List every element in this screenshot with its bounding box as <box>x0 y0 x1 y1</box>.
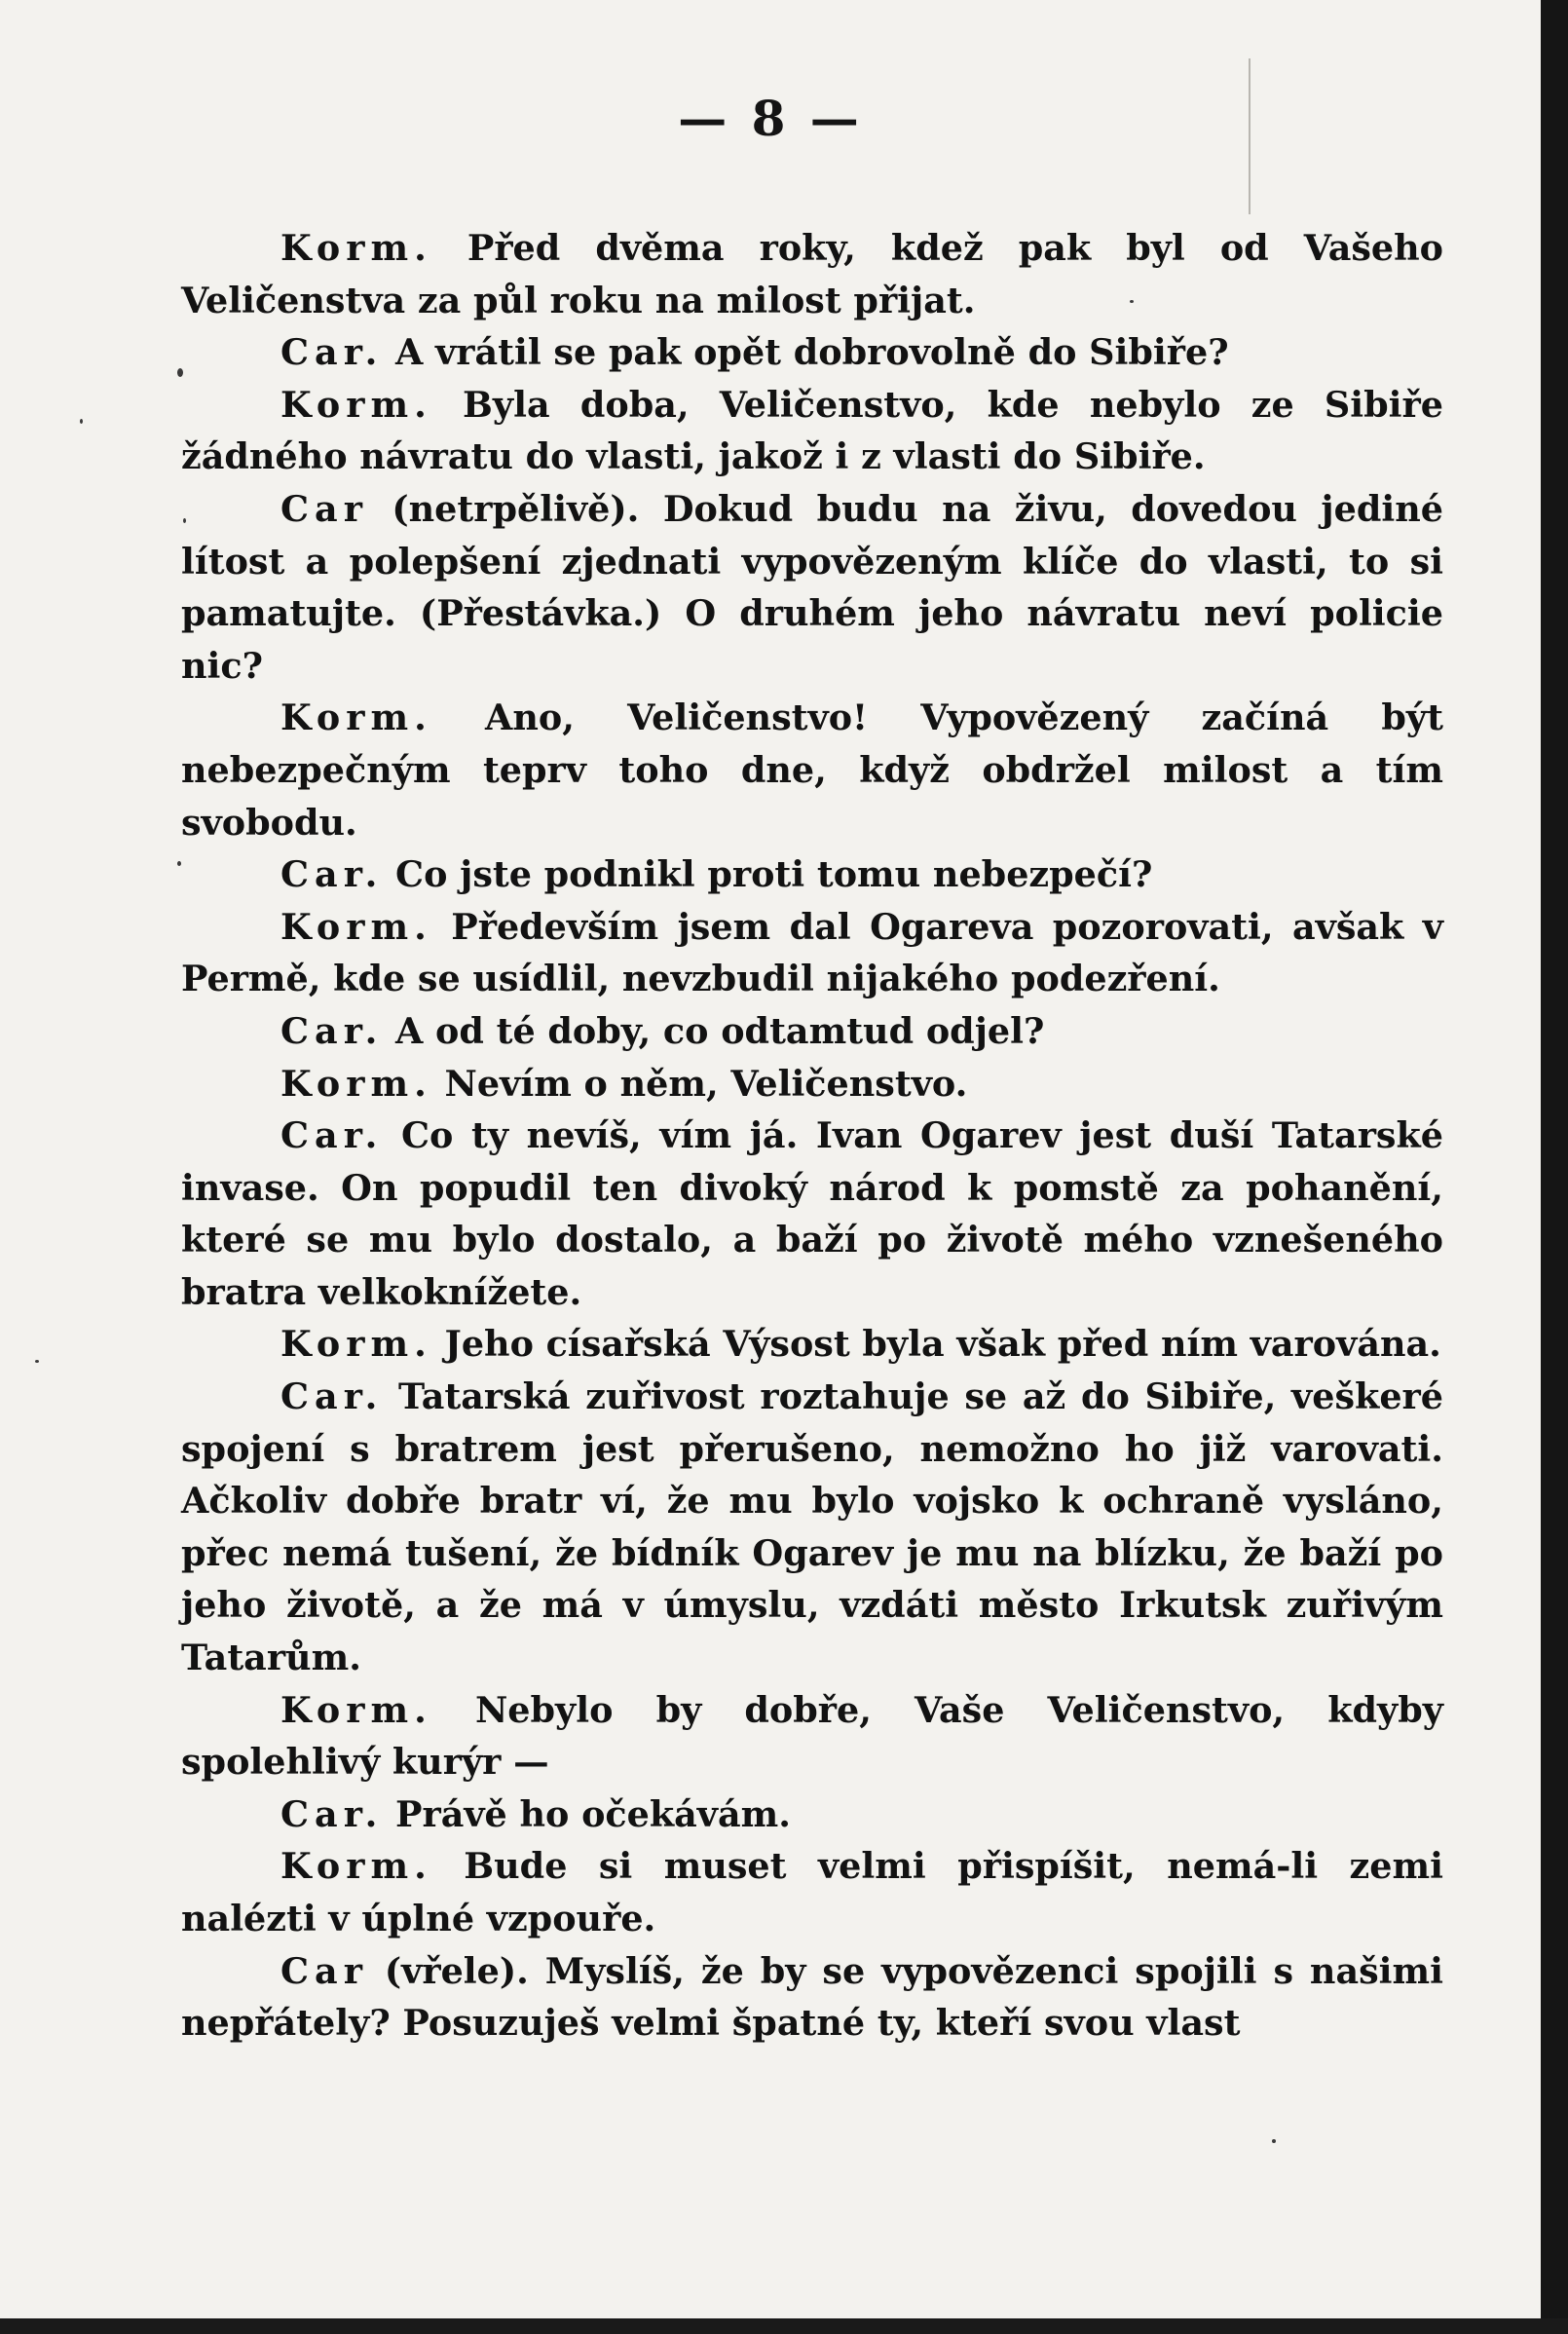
line-text: (vřele). Myslíš, že by se vypovězenci spojili s našimi nepřátely? Posuzuješ velmi špatné ty, kteří svou vlast <box>181 1949 1443 2045</box>
scan-edge-bottom <box>0 2318 1568 2334</box>
speaker-name: Korm. <box>280 227 432 269</box>
dialogue-line <box>181 1684 1443 1788</box>
speaker-name: Korm. <box>280 1323 432 1366</box>
dialogue-line <box>181 1840 1443 1944</box>
speaker-name: Korm. <box>280 905 432 948</box>
dialogue-line <box>181 379 1443 483</box>
dialogue-line <box>181 1788 1443 1841</box>
speaker-name: Car. <box>280 1009 384 1052</box>
line-text: Především jsem dal Ogareva pozorovati, avšak v Permě, kde se usídlil, nevzbudil nijakého podezření. <box>181 905 1443 1000</box>
line-text: Před dvěma roky, kdež pak byl od Vašeho Veličenstva za půl roku na milost přijat. <box>181 227 1443 321</box>
print-speck <box>177 861 181 866</box>
speaker-name: Korm. <box>280 1845 432 1888</box>
dialogue-line <box>181 848 1443 901</box>
speaker-name: Car. <box>280 1114 384 1157</box>
line-text: Tatarská zuřivost roztahuje se až do Sibiře, veškeré spojení s bratrem jest přerušeno, nemožno ho již varovati. Ačkoliv dobře bratr ví, že mu bylo vojsko k ochraně vysláno, přec nemá tušení, že bídník Ogarev je mu na blízku, že baží po jeho životě, a že má v úmyslu, vzdáti město Irkutsk zuřivým Tatarům. <box>181 1375 1443 1679</box>
speaker-name: Car. <box>280 331 384 374</box>
dialogue-line <box>181 1371 1443 1684</box>
dialogue-line <box>181 901 1443 1005</box>
dialogue-line <box>181 692 1443 848</box>
line-text: Nevím o něm, Veličenstvo. <box>444 1062 968 1105</box>
dialogue-line <box>181 1318 1443 1371</box>
dialogue-line <box>181 1005 1443 1058</box>
line-text: Byla doba, Veličenstvo, kde nebylo ze Sibiře žádného návratu do vlasti, jakož i z vlasti do Sibiře. <box>181 383 1443 478</box>
line-text: A vrátil se pak opět dobrovolně do Sibiře? <box>395 331 1229 374</box>
line-text: Co ty nevíš, vím já. Ivan Ogarev jest duší Tatarské invase. On popudil ten divoký národ k pomstě za pohanění, které se mu bylo dostalo, a baží po životě mého vznešeného bratra velkoknížete. <box>181 1114 1443 1313</box>
scan-edge-right <box>1541 0 1568 2334</box>
line-text: Jeho císařská Výsost byla však před ním varována. <box>444 1323 1441 1366</box>
print-speck <box>1272 2139 1276 2143</box>
line-text: Co jste podnikl proti tomu nebezpečí? <box>395 853 1153 896</box>
page-number: — 8 — <box>678 90 863 147</box>
speaker-name: Korm. <box>280 1062 432 1105</box>
line-text: Bude si muset velmi přispíšit, nemá-li zemi nalézti v úplné vzpouře. <box>181 1845 1443 1939</box>
dialogue-line <box>181 326 1443 379</box>
speaker-name: Korm. <box>280 1688 432 1731</box>
line-text: Právě ho očekávám. <box>395 1792 791 1835</box>
dialogue-text <box>181 222 1443 2050</box>
dialogue-line <box>181 1945 1443 2050</box>
speaker-name: Car. <box>280 1375 384 1418</box>
print-speck <box>177 368 183 377</box>
dialogue-line <box>181 1110 1443 1318</box>
print-speck <box>80 419 83 424</box>
line-text: (netrpělivě). Dokud budu na živu, dovedou jediné lítost a polepšení zjednati vypovězeným klíče do vlasti, to si pamatujte. (Přestávka.) O druhém jeho návratu neví policie nic? <box>181 487 1443 687</box>
speaker-name: Car <box>280 487 368 530</box>
print-speck <box>183 518 186 523</box>
print-speck <box>1130 300 1134 303</box>
dialogue-line <box>181 483 1443 692</box>
line-text: Nebylo by dobře, Vaše Veličenstvo, kdyby spolehlivý kurýr — <box>181 1688 1443 1784</box>
speaker-name: Car. <box>280 1792 384 1835</box>
speaker-name: Car. <box>280 853 384 896</box>
speaker-name: Korm. <box>280 696 432 739</box>
dialogue-line <box>181 222 1443 326</box>
dialogue-line <box>181 1058 1443 1111</box>
line-text: Ano, Veličenstvo! Vypovězený začíná být nebezpečným teprv toho dne, když obdržel milost a tím svobodu. <box>181 696 1443 844</box>
speaker-name: Korm. <box>280 383 432 426</box>
print-speck <box>35 1360 39 1363</box>
speaker-name: Car <box>280 1949 368 1992</box>
line-text: A od té doby, co odtamtud odjel? <box>395 1009 1045 1052</box>
